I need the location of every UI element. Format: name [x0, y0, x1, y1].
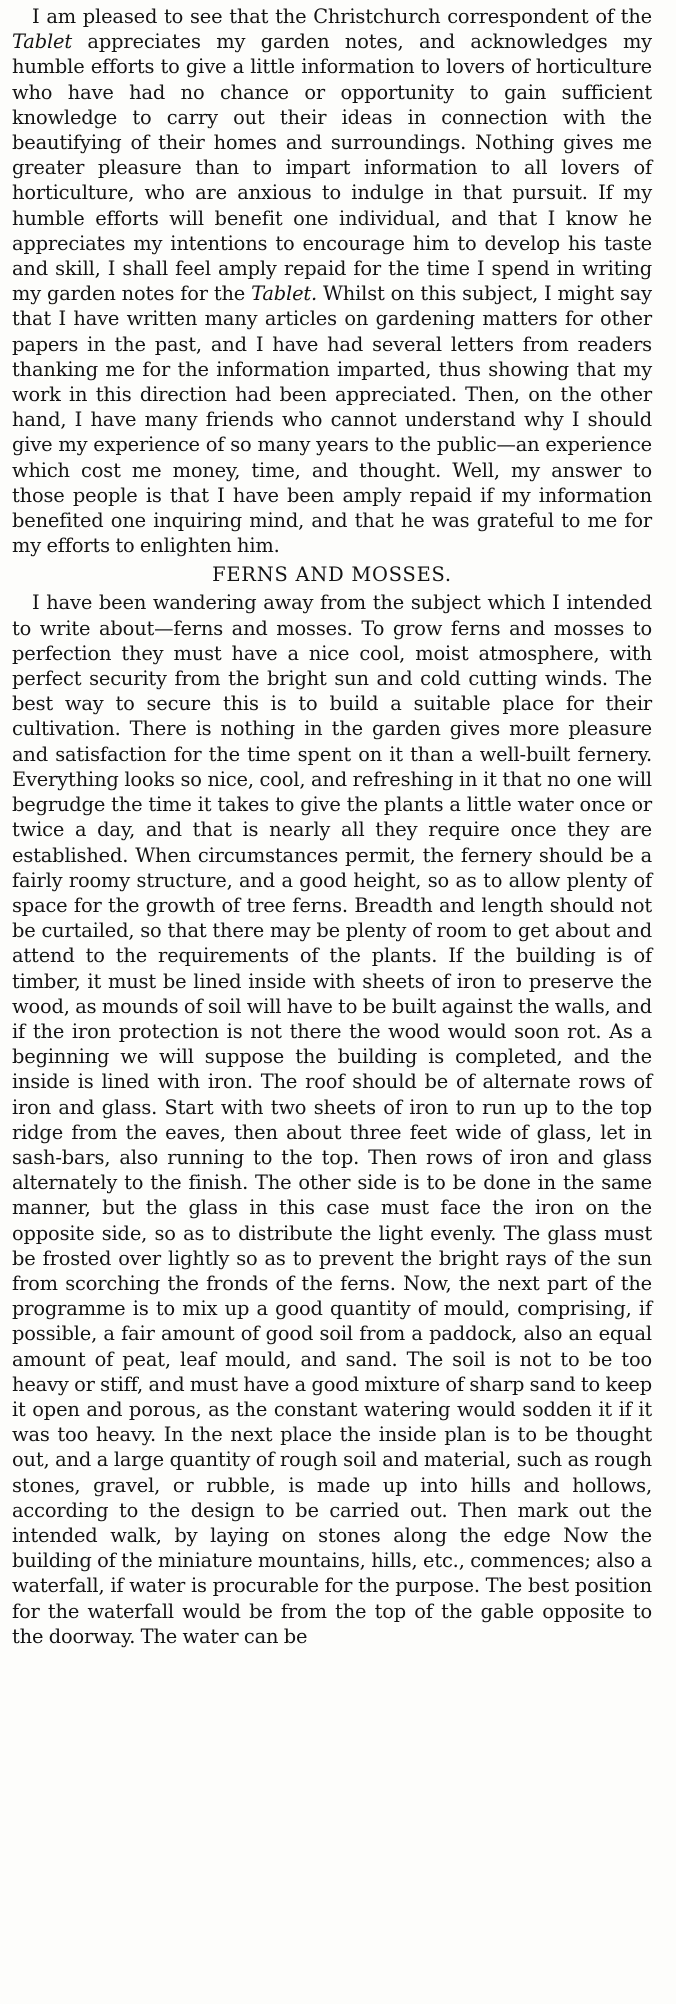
intro-paragraph [12, 4, 652, 558]
section-heading: FERNS AND MOSSES. [212, 563, 452, 587]
intro-text-2: appreciates my garden notes, and acknowledges my humble efforts to give a little information to lovers of horticulture who have had no chance or opportunity to gain sufficient knowledge to carry out their ideas in connection with the beautifying of their homes and surroundings. Nothing gives me greater pleasure than to impart information to all lovers of horticulture, who are anxious to indulge in that pursuit. If my humble efforts will benefit one individual, and that I know he appreciates my intentions to encourage him to develop his taste and skill, I shall feel amply repaid for the time I spend in writing my garden notes for the [12, 30, 652, 306]
intro-text-3: Whilst on this subject, I might say that I have written many articles on gardening matters for other papers in the past, and I have had several letters from readers thanking me for the information imparted, thus showing that my work in this direction had been appreciated. Then, on the other hand, I have many friends who cannot understand why I should give my experience of so many years to the public—an experience which cost me money, time, and thought. Well, my answer to those people is that I have been amply repaid if my information benefited one inquiring mind, and that he was grateful to me for my efforts to enlighten him. [12, 282, 652, 558]
body-paragraph: I have been wandering away from the subject which I intended to write about—ferns and mosses. To grow ferns and mosses to perfection they must have a nice cool, moist atmosphere, with perfect security from the bright sun and cold cutting winds. The best way to secure this is to build a suitable place for their cultivation. There is nothing in the garden gives more pleasure and satisfaction for the time spent on it than a well-built fernery. Everything looks so nice, cool, and refreshing in it that no one will begrudge the time it takes to give the plants a little water once or twice a day, and that is nearly all they require once they are established. When circumstances permit, the fernery should be a fairly roomy structure, and a good height, so as to allow plenty of space for the growth of tree ferns. Breadth and length should not be curtailed, so that there may be plenty of room to get about and attend to the requirements of the plants. If the building is of timber, it must be lined inside with sheets of iron to preserve the wood, as mounds of soil will have to be built against the walls, and if the iron protection is not there the wood would soon rot. As a beginning we will suppose the building is completed, and the inside is lined with iron. The roof should be of alternate rows of iron and glass. Start with two sheets of iron to run up to the top ridge from the eaves, then about three feet wide of glass, let in sash-bars, also running to the top. Then rows of iron and glass alternately to the finish. The other side is to be done in the same manner, but the glass in this case must face the iron on the opposite side, so as to distribute the light evenly. The glass must be frosted over lightly so as to prevent the bright rays of the sun from scorching the fronds of the ferns. Now, the next part of the programme is to mix up a good quantity of mould, comprising, if possible, a fair amount of good soil from a paddock, also an equal amount of peat, leaf mould, and sand. The soil is not to be too heavy or stiff, and must have a good mixture of sharp sand to keep it open and porous, as the constant watering would sodden it if it was too heavy. In the next place the inside plan is to be thought out, and a large quantity of rough soil and material, such as rough stones, gravel, or rubble, is made up into hills and hollows, according to the design to be carried out. Then mark out the intended walk, by laying on stones along the edge Now the building of the miniature mountains, hills, etc., commences; also a waterfall, if water is procurable for the purpose. The best position for the waterfall would be from the top of the gable opposite to the doorway. The water can be [12, 591, 652, 1648]
article-column [12, 4, 652, 1649]
intro-text-1: I am pleased to see that the Christchurch correspondent of the [32, 5, 652, 28]
intro-italic-tablet: Tablet [12, 30, 72, 54]
intro-italic-tablet-2: Tablet. [251, 282, 318, 306]
